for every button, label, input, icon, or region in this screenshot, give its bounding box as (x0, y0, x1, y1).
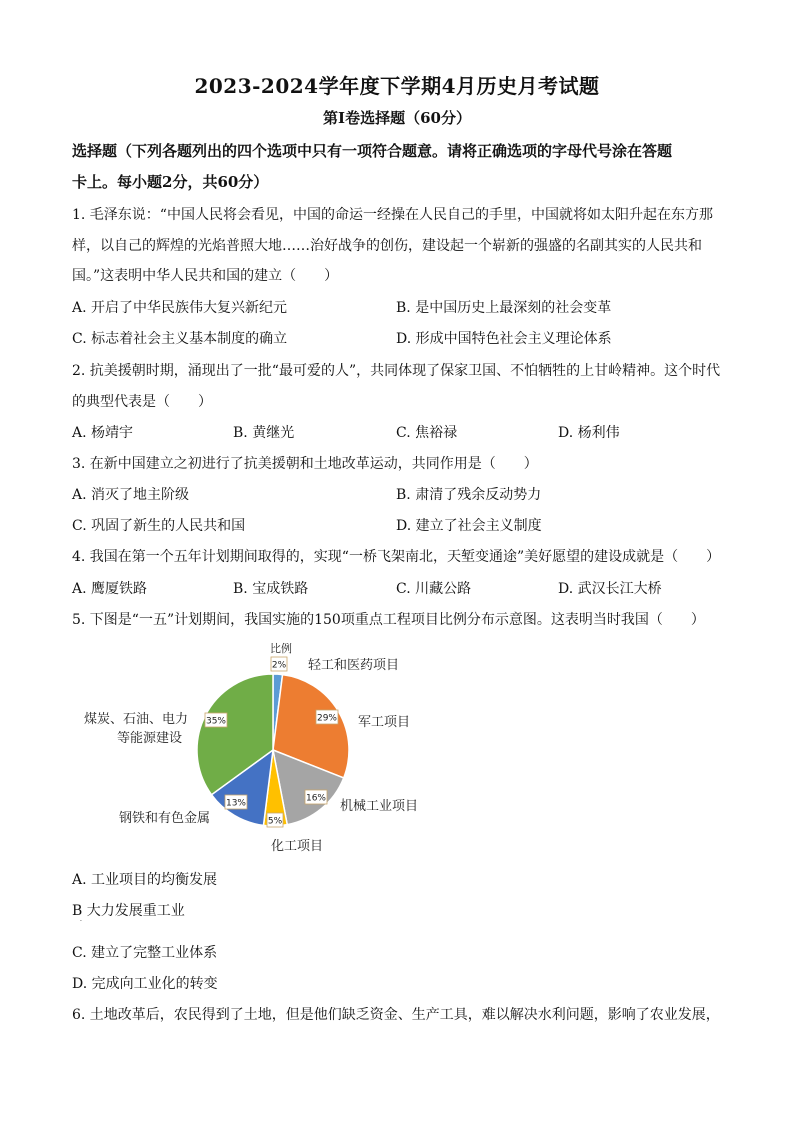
q1-option-c: C. 标志着社会主义基本制度的确立 (72, 331, 288, 347)
q4-option-c: C. 川藏公路 (396, 581, 472, 597)
q5-option-d: D. 完成向工业化的转变 (72, 976, 218, 992)
section-heading: 第Ⅰ卷选择题（60分） (323, 109, 471, 127)
q2-option-a: A. 杨靖宇 (72, 425, 134, 441)
pie-value-label-4: 5% (267, 816, 283, 827)
q4-option-d: D. 武汉长江大桥 (558, 581, 662, 597)
q3-option-a: A. 消灭了地主阶级 (72, 487, 190, 503)
q4-stem-line-1: 4. 我国在第一个五年计划期间取得的，实现“一桥飞架南北，天堑变通途”美好愿望的建设成就是（ ） (72, 549, 721, 565)
pie-category-label-5: 钢铁和有色金属 (118, 811, 210, 826)
page-title: 2023-2024学年度下学期4月历史月考试题 (194, 74, 600, 98)
pie-category-label-3: 机械工业项目 (340, 799, 419, 814)
chart-legend-title: 比例 (270, 642, 292, 655)
q5-option-c: C. 建立了完整工业体系 (72, 945, 218, 961)
q1-stem-line-1: 1. 毛泽东说：“中国人民将会看见，中国的命运一经操在人民自己的手里，中国就将如太阳升起在东方那 (72, 207, 713, 223)
pie-value-label-6: 35% (205, 716, 227, 727)
pie-chart (60, 640, 480, 860)
pie-value-label-2: 29% (316, 713, 338, 724)
q2-option-d: D. 杨利伟 (558, 425, 620, 441)
q5-option-a: A. 工业项目的均衡发展 (72, 872, 218, 888)
q1-option-b: B. 是中国历史上最深刻的社会变革 (396, 300, 612, 316)
q3-option-d: D. 建立了社会主义制度 (396, 518, 542, 534)
pie-category-label-6-line-1: 煤炭、石油、电力 (83, 712, 188, 727)
pie-category-label-6-line-2: 等能源建设 (116, 731, 182, 746)
q1-stem-line-2: 样，以自己的辉煌的光焰普照大地……治好战争的创伤，建设起一个崭新的强盛的名副其实的人民共和 (72, 238, 702, 254)
instructions-line-1: 选择题（下列各题列出的四个选项中只有一项符合题意。请将正确选项的字母代号涂在答题 (72, 142, 673, 160)
pie-value-label-1: 2% (271, 660, 287, 671)
pie-value-label-5: 13% (225, 798, 247, 809)
q2-stem-line-1: 2. 抗美援朝时期，涌现出了一批“最可爱的人”，共同体现了保家卫国、不怕牺牲的上甘岭精神。这个时代 (72, 363, 721, 379)
q3-option-b: B. 肃清了残余反动势力 (396, 487, 542, 503)
q1-stem-line-3: 国。”这表明中华人民共和国的建立（ ） (72, 268, 339, 284)
q1-option-a: A. 开启了中华民族伟大复兴新纪元 (72, 300, 288, 316)
q4-option-b: B. 宝成铁路 (233, 581, 309, 597)
q1-option-d: D. 形成中国特色社会主义理论体系 (396, 331, 612, 347)
pie-category-label-2: 军工项目 (358, 715, 411, 730)
q2-option-c: C. 焦裕禄 (396, 425, 458, 441)
q5-stem-line-1: 5. 下图是“一五”计划期间，我国实施的150项重点工程项目比例分布示意图。这表明当时我国（ ） (72, 612, 705, 628)
q3-option-c: C. 巩固了新生的人民共和国 (72, 518, 246, 534)
pie-category-label-1: 轻工和医药项目 (308, 658, 400, 673)
stray-dot: · (80, 918, 82, 925)
q4-option-a: A. 鹰厦铁路 (72, 581, 148, 597)
q3-stem-line-1: 3. 在新中国建立之初进行了抗美援朝和土地改革运动，共同作用是（ ） (72, 456, 538, 472)
q2-stem-line-2: 的典型代表是（ ） (72, 394, 212, 410)
pie-category-label-4: 化工项目 (270, 839, 324, 854)
q5-option-b: B 大力发展重工业 (72, 903, 185, 919)
q2-option-b: B. 黄继光 (233, 425, 295, 441)
q6-stem-line-1: 6. 土地改革后，农民得到了土地，但是他们缺乏资金、生产工具，难以解决水利问题，影响了农业发展， (72, 1007, 720, 1023)
instructions-line-2: 卡上。每小题2分，共60分） (72, 173, 269, 191)
pie-value-label-3: 16% (305, 793, 327, 804)
